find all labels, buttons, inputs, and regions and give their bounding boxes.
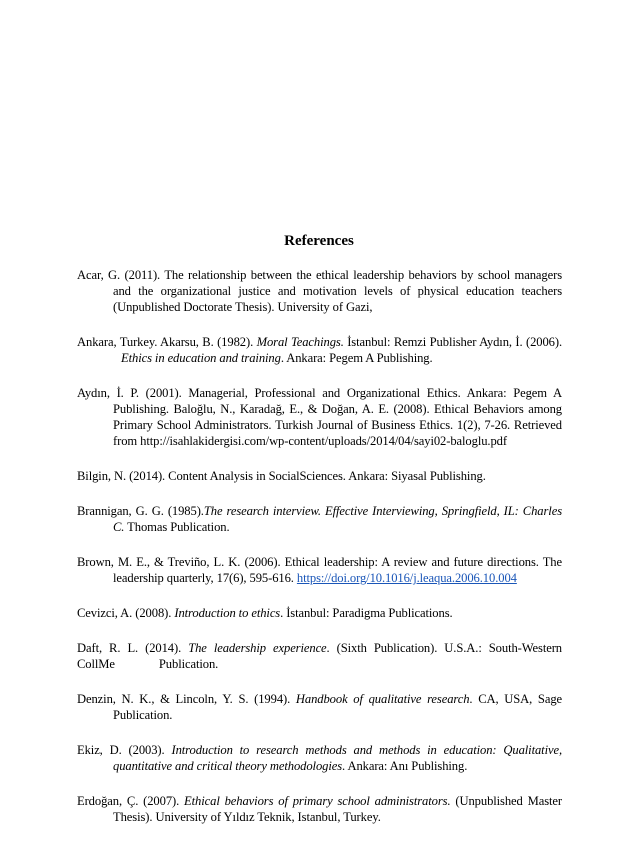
- reference-daft-2014: Daft, R. L. (2014). The leadership experience. (Sixth Publication). U.S.A.: South-Western CollMe Publication.: [77, 641, 563, 671]
- references-heading: References: [284, 233, 354, 249]
- reference-acar-2011: Acar, G. (2011). The relationship between the ethical leadership behaviors by school managers and the organizational justice and motivation levels of physical education teachers (Unpublished Doctorate Thesis). University of Gazi,: [77, 268, 562, 314]
- reference-cevizci-2008: Cevizci, A. (2008). Introduction to ethics. İstanbul: Paradigma Publications.: [77, 606, 453, 620]
- reference-bilgin-2014: Bilgin, N. (2014). Content Analysis in SocialSciences. Ankara: Siyasal Publishing.: [77, 469, 486, 483]
- reference-list: [77, 267, 562, 844]
- reference-brown-2006: Brown, M. E., & Treviño, L. K. (2006). Ethical leadership: A review and future directions. The leadership quarterly, 17(6), 595-616. https://doi.org/10.1016/j.leaqua.2006.10.004: [77, 555, 562, 585]
- doi-link[interactable]: https://doi.org/10.1016/j.leaqua.2006.10.004: [296, 571, 517, 585]
- reference-ekiz-2003: Ekiz, D. (2003). Introduction to research methods and methods in education: Qualitative, quantitative and critical theory methodologies. Ankara: Anı Publishing.: [77, 743, 562, 773]
- reference-aydin-baloglu: Aydın, İ. P. (2001). Managerial, Professional and Organizational Ethics. Ankara: Pegem A Publishing. Baloğlu, N., Karadağ, E., & Doğan, A. E. (2008). Ethical Behaviors among Primary School Administrators. Turkish Journal of Business Ethics. 1(2), 7-26. Retrieved from http://isahlakidergisi.com/wp-content/uploads/2014/04/sayi02-baloglu.pdf: [77, 386, 562, 448]
- reference-brannigan-1985: Brannigan, G. G. (1985).The research interview. Effective Interviewing, Springfield, IL: Charles C. Thomas Publication.: [77, 504, 562, 534]
- reference-akarsu-aydin: Ankara, Turkey. Akarsu, B. (1982). Moral Teachings. İstanbul: Remzi Publisher Aydın, İ. (2006).Ethics in education and training. Ankara: Pegem A Publishing.: [77, 335, 563, 365]
- reference-denzin-1994: Denzin, N. K., & Lincoln, Y. S. (1994). Handbook of qualitative research. CA, USA, Sage Publication.: [77, 692, 563, 722]
- reference-erdogan-2007: Erdoğan, Ç. (2007). Ethical behaviors of primary school administrators. (Unpublished Master Thesis). University of Yıldız Teknik, Istanbul, Turkey.: [77, 794, 562, 824]
